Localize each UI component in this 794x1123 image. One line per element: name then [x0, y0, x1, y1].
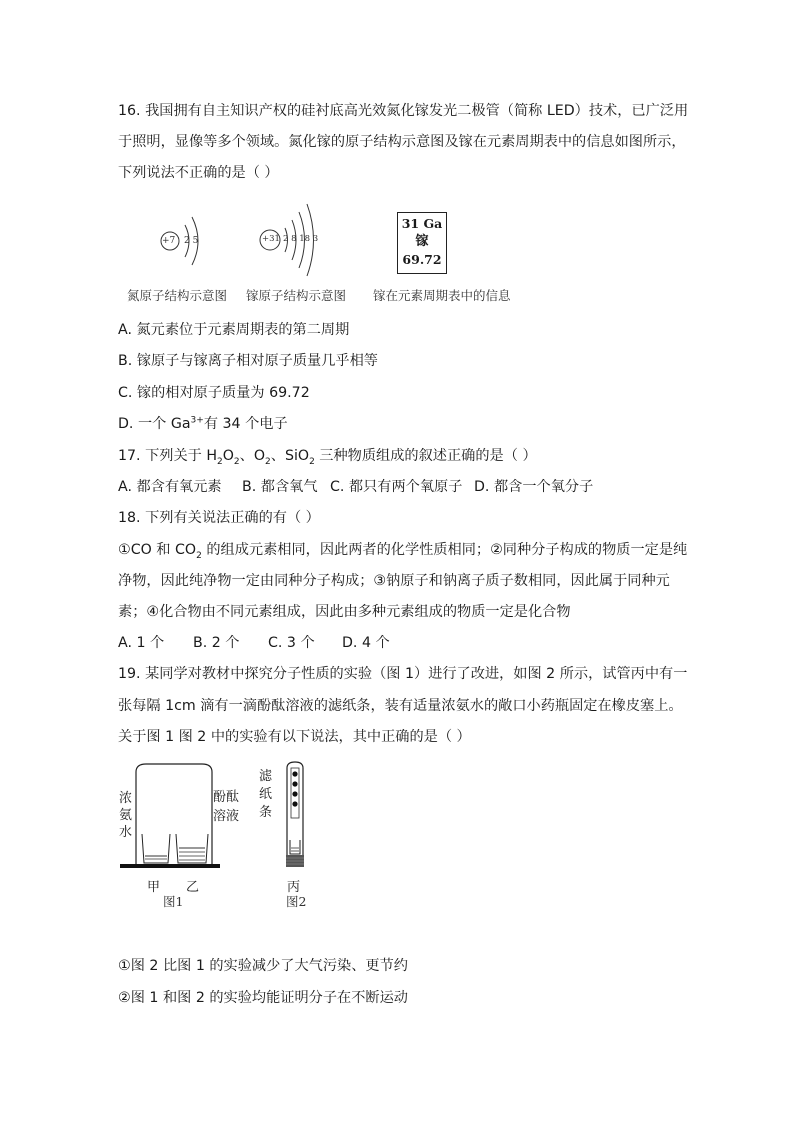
gallium-diagram-caption: 镓原子结构示意图: [246, 288, 347, 303]
q16-stem-line2: 于照明，显像等多个领域。氮化镓的原子结构示意图及镓在元素周期表中的信息如图所示，: [118, 134, 686, 150]
figure1-ammonia-label: 浓氨水: [119, 791, 133, 840]
q18-option-b: B. 2 个: [193, 635, 240, 651]
q18-options: [118, 633, 390, 653]
q19-stem-line1: 19. 某同学对教材中探究分子性质的实验（图 1）进行了改进，如图 2 所示，试管丙中有一: [118, 666, 688, 682]
q18-option-d: D. 4 个: [342, 635, 390, 651]
q17-option-a: A. 都含有氧元素: [118, 479, 222, 495]
card-element-name: 镓: [415, 234, 429, 249]
q17-option-b: B. 都含氧气: [242, 479, 318, 495]
q18-option-c: C. 3 个: [268, 635, 315, 651]
figure1-beaker-b-label: 乙: [186, 880, 200, 895]
q18-line1-pre: ①CO 和 CO: [118, 542, 197, 558]
figure2-test-tube: [282, 760, 308, 870]
figure1-beaker-a-label: 甲: [147, 880, 161, 895]
q18-sub: 2: [196, 550, 202, 561]
q16-option-d-post: 有 34 个电子: [203, 416, 288, 432]
q16-option-d: [118, 414, 288, 434]
periodic-table-card: [397, 212, 447, 274]
q17-sub: 2: [265, 456, 271, 467]
nitrogen-diagram-caption: 氮原子结构示意图: [127, 288, 228, 303]
q18-statement-line3: 素；④化合物由不同元素组成，因此由多种元素组成的物质一定是化合物: [118, 604, 571, 620]
q16-option-a: A. 氮元素位于元素周期表的第二周期: [118, 322, 350, 338]
card-atomic-mass: 69.72: [402, 252, 442, 267]
q17-o: O: [222, 448, 234, 464]
figure2-tube-label: 丙: [287, 880, 301, 895]
q19-stem-line3: 关于图 1 图 2 中的实验有以下说法，其中正确的是（ ）: [118, 729, 471, 745]
card-number-symbol: 31 Ga: [401, 216, 443, 231]
q16-option-c: C. 镓的相对原子质量为 69.72: [118, 385, 310, 401]
q17-option-d: D. 都含一个氧分子: [474, 479, 594, 495]
figure2-strip-label: 滤纸条: [259, 769, 273, 820]
q18-line1-post: 的组成元素相同，因此两者的化学性质相同；②同种分子构成的物质一定是纯: [201, 542, 688, 558]
q19-statement-2: ②图 1 和图 2 的实验均能证明分子在不断运动: [118, 990, 408, 1006]
q16-option-d-pre: D. 一个 Ga: [118, 416, 191, 432]
q17-mid1: 、O: [239, 448, 266, 464]
q19-stem-line2: 张每隔 1cm 滴有一滴酚酞溶液的滤纸条，装有适量浓氨水的敞口小药瓶固定在橡皮塞上。: [118, 698, 683, 714]
q17-stem: [118, 446, 537, 466]
gallium-electrons-label: 2 8 18 3: [283, 234, 319, 244]
q16-option-b: B. 镓原子与镓离子相对原子质量几乎相等: [118, 353, 378, 369]
q17-options: [118, 477, 593, 497]
q17-sub: 2: [309, 456, 315, 467]
q17-stem-post: 三种物质组成的叙述正确的是（ ）: [314, 448, 537, 464]
gallium-nucleus-label: +31: [262, 234, 280, 244]
q16-stem-line1: 16. 我国拥有自主知识产权的硅衬底高光效氮化镓发光二极管（简称 LED）技术，已广泛用: [118, 103, 689, 119]
q18-option-a: A. 1 个: [118, 635, 165, 651]
periodic-card-caption: 镓在元素周期表中的信息: [373, 288, 511, 303]
q17-stem-pre: 17. 下列关于 H: [118, 448, 218, 464]
nitrogen-atom-diagram: [150, 205, 210, 275]
q16-option-d-charge: 3+: [190, 415, 204, 426]
figure1-phenolphthalein-label: 酚酞溶液: [213, 790, 240, 824]
q18-statement-line2: 净物，因此纯净物一定由同种分子构成；③钠原子和钠离子质子数相同，因此属于同种元: [118, 573, 670, 589]
q16-stem-line3: 下列说法不正确的是（ ）: [118, 165, 279, 181]
q17-option-c: C. 都只有两个氧原子: [330, 479, 463, 495]
q17-sub: 2: [217, 456, 223, 467]
q17-mid2: 、SiO: [270, 448, 310, 464]
q18-statement-line1: [118, 540, 687, 560]
nitrogen-electrons-label: 2 5: [184, 236, 199, 246]
q19-statement-1: ①图 2 比图 1 的实验减少了大气污染、更节约: [118, 958, 408, 974]
figure1-bell-jar-apparatus: [118, 760, 228, 872]
nitrogen-nucleus-label: +7: [162, 236, 176, 246]
figure2-caption: 图2: [286, 894, 307, 909]
q17-sub: 2: [233, 456, 240, 467]
q18-stem: 18. 下列有关说法正确的有（ ）: [118, 510, 320, 526]
figure1-caption: 图1: [163, 894, 184, 909]
